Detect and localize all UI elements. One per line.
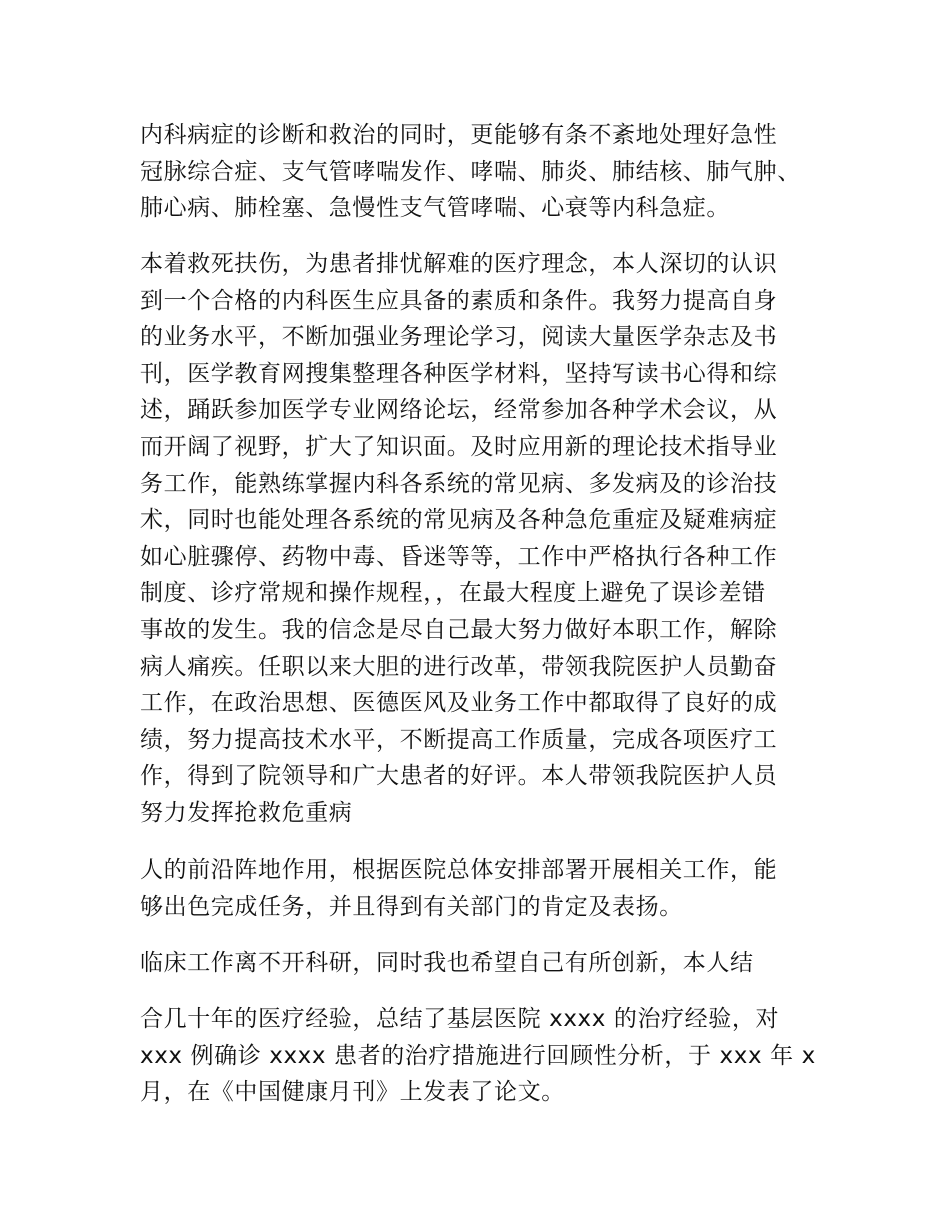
paragraph-line: 工作，在政治思想、医德医风及业务工作中都取得了良好的成: [140, 690, 778, 717]
paragraph-line: 人的前沿阵地作用，根据医院总体安排部署开展相关工作，能: [140, 857, 778, 883]
paragraph-line: 事故的发生。我的信念是尽自己最大努力做好本职工作，解除: [140, 616, 778, 643]
paragraph-line: 作，得到了院领导和广大患者的好评。本人带领我院医护人员: [140, 763, 778, 790]
paragraph-2: [140, 246, 820, 832]
paragraph-line: 到一个合格的内科医生应具备的素质和条件。我努力提高自身: [140, 287, 778, 314]
paragraph-line: xxx 例确诊 xxxx 患者的治疗措施进行回顾性分析，于 xxx 年 x: [140, 1042, 816, 1069]
paragraph-line: 如心脏骤停、药物中毒、昏迷等等，工作中严格执行各种工作: [140, 543, 778, 570]
paragraph-line: 而开阔了视野，扩大了知识面。及时应用新的理论技术指导业: [140, 433, 778, 460]
paragraph-line: 本着救死扶伤，为患者排忧解难的医疗理念，本人深切的认识: [140, 251, 778, 277]
paragraph-line: 刊，医学教育网搜集整理各种医学材料，坚持写读书心得和综: [140, 360, 778, 387]
paragraph-line: 冠脉综合症、支气管哮喘发作、哮喘、肺炎、肺结核、肺气肿、: [140, 158, 801, 185]
paragraph-line: 绩，努力提高技术水平，不断提高工作质量，完成各项医疗工: [140, 726, 778, 753]
paragraph-line: 够出色完成任务，并且得到有关部门的肯定及表扬。: [140, 893, 683, 920]
paragraph-line: 病人痛疾。任职以来大胆的进行改革，带领我院医护人员勤奋: [140, 653, 778, 680]
paragraph-line: 的业务水平，不断加强业务理论学习，阅读大量医学杂志及书: [140, 324, 778, 351]
paragraph-line: 临床工作离不开科研，同时我也希望自己有所创新，本人结: [140, 950, 754, 976]
paragraph-line: 制度、诊疗常规和操作规程，，在最大程度上避免了误诊差错: [140, 580, 766, 607]
paragraph-line: 月，在《中国健康月刊》上发表了论文。: [140, 1079, 565, 1106]
paragraph-line: 述，踊跃参加医学专业网络论坛，经常参加各种学术会议，从: [140, 397, 778, 424]
paragraph-line: 努力发挥抢救危重病: [140, 799, 353, 826]
paragraph-5: [140, 1001, 820, 1111]
paragraph-line: 务工作，能熟练掌握内科各系统的常见病、多发病及的诊治技: [140, 470, 778, 497]
paragraph-line: 术，同时也能处理各系统的常见病及各种急危重症及疑难病症: [140, 507, 778, 534]
paragraph-4: [140, 945, 820, 982]
paragraph-line: 内科病症的诊断和救治的同时，更能够有条不紊地处理好急性: [140, 122, 778, 148]
paragraph-line: 合几十年的医疗经验，总结了基层医院 xxxx 的治疗经验，对: [140, 1006, 780, 1032]
paragraph-1: [140, 117, 820, 227]
paragraph-3: [140, 852, 820, 925]
paragraph-line: 肺心病、肺栓塞、急慢性支气管哮喘、心衰等内科急症。: [140, 195, 730, 222]
